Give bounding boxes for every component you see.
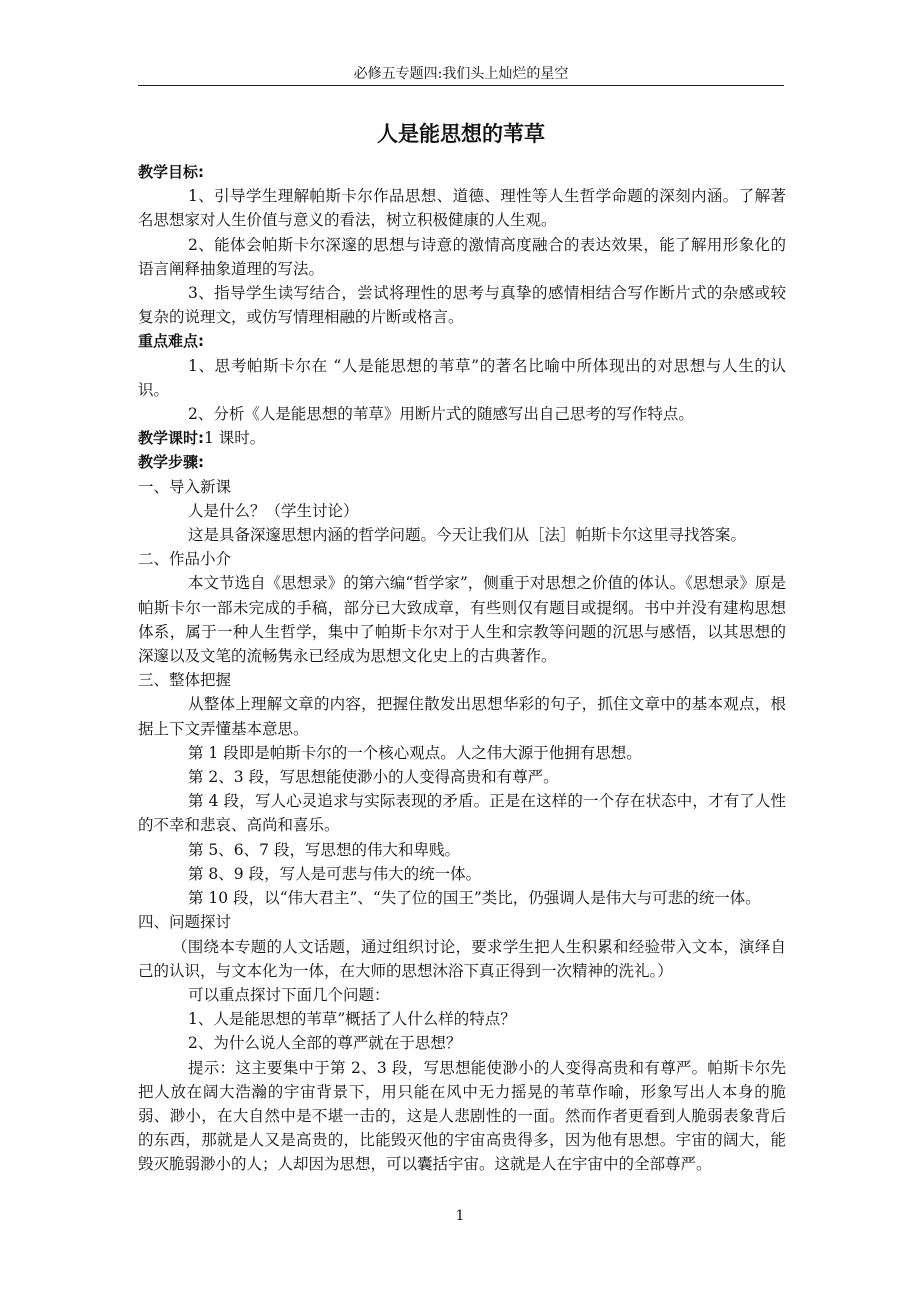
objectives-heading: 教学目标:: [138, 163, 204, 181]
paragraph: 第 10 段，以“伟大君主”、“失了位的国王”类比，仍强调人是伟大与可悲的统一体。: [188, 889, 761, 908]
class-hours-heading: 教学课时:: [138, 429, 204, 448]
paragraph: 2、为什么说人全部的尊严就在于思想？: [188, 1034, 462, 1053]
paragraph: 第 8、9 段，写人是可悲与伟大的统一体。: [188, 864, 482, 883]
document-title: 人是能思想的苇草: [377, 122, 545, 146]
section-title: 二、作品小介: [138, 550, 232, 569]
running-header: 必修五专题四:我们头上灿烂的星空: [353, 66, 569, 82]
paragraph: 人是什么？（学生讨论）: [188, 501, 359, 520]
paragraph: 第 5、6、7 段，写思想的伟大和卑贱。: [188, 840, 460, 859]
objective-item: 3、指导学生读写结合，尝试将理性的思考与真挚的感情相结合写作断片式的杂感或较复杂的说理文，或仿写情理相融的片断或格言。: [138, 284, 786, 327]
paragraph: 提示：这主要集中于第 2、3 段，写思想能使渺小的人变得高贵和有尊严。帕斯卡尔先把人放在阔大浩瀚的宇宙背景下，用只能在风中无力摇晃的苇草作喻，形象写出人本身的脆弱、渺小，在大自然中是不堪一击的，这是人悲剧性的一面。然而作者更看到人脆弱表象背后的东西，那就是人又是高贵的，比能毁灭他的宇宙高贵得多，因为他有思想。宇宙的阔大，能毁灭脆弱渺小的人；人却因为思想，可以囊括宇宙。这就是人在宇宙中的全部尊严。: [138, 1058, 786, 1174]
section-title: 四、问题探讨: [138, 913, 232, 932]
paragraph: （围绕本专题的人文话题，通过组织讨论，要求学生把人生积累和经验带入文本，演绎自己的认识，与文本化为一体，在大师的思想沐浴下真正得到一次精神的洗礼。）: [138, 937, 786, 980]
paragraph: 1、人是能思想的苇草”概括了人什么样的特点？: [188, 1010, 516, 1029]
paragraph: 从整体上理解文章的内容，把握住散发出思想华彩的句子，抓住文章中的基本观点，根据上下文弄懂基本意思。: [138, 695, 786, 738]
class-hours: [138, 426, 786, 450]
header-rule: [138, 85, 784, 86]
steps-heading: 教学步骤:: [138, 453, 204, 472]
page-number: 1: [455, 1208, 465, 1224]
paragraph: 第 4 段，写人心灵追求与实际表现的矛盾。正是在这样的一个存在状态中，才有了人性的不幸和悲哀、高尚和喜乐。: [138, 792, 786, 835]
paragraph: 可以重点探讨下面几个问题：: [188, 985, 390, 1004]
key-point-item: 1、思考帕斯卡尔在 “人是能思想的苇草”的著名比喻中所体现出的对思想与人生的认识。: [138, 356, 786, 399]
document-body: [138, 160, 786, 1177]
objective-item: 2、能体会帕斯卡尔深邃的思想与诗意的激情高度融合的表达效果，能了解用形象化的语言阐释抽象道理的写法。: [138, 235, 786, 278]
paragraph: 本文节选自《思想录》的第六编“哲学家”，侧重于对思想之价值的体认。《思想录》原是帕斯卡尔一部未完成的手稿，部分已大致成章，有些则仅有题目或提纲。书中并没有建构思想体系，属于一种人生哲学，集中了帕斯卡尔对于人生和宗教等问题的沉思与感悟，以其思想的深邃以及文笔的流畅隽永已经成为思想文化史上的古典著作。: [138, 574, 786, 666]
paragraph: 第 2、3 段，写思想能使渺小的人变得高贵和有尊严。: [188, 768, 559, 787]
key-point-item: 2、分析《人是能思想的苇草》用断片式的随感写出自己思考的写作特点。: [188, 405, 694, 424]
paragraph: 这是具备深邃思想内涵的哲学问题。今天让我们从［法］帕斯卡尔这里寻找答案。: [188, 526, 747, 545]
section-title: 三、整体把握: [138, 671, 232, 690]
objective-item: 1、引导学生理解帕斯卡尔作品思想、道德、理性等人生哲学命题的深刻内涵。了解著名思想家对人生价值与意义的看法，树立积极健康的人生观。: [138, 187, 786, 230]
paragraph: 第 1 段即是帕斯卡尔的一个核心观点。人之伟大源于他拥有思想。: [188, 743, 642, 762]
section-title: 一、导入新课: [138, 477, 232, 496]
key-points-heading: 重点难点:: [138, 332, 204, 351]
class-hours-value: 1 课时。: [204, 429, 266, 448]
